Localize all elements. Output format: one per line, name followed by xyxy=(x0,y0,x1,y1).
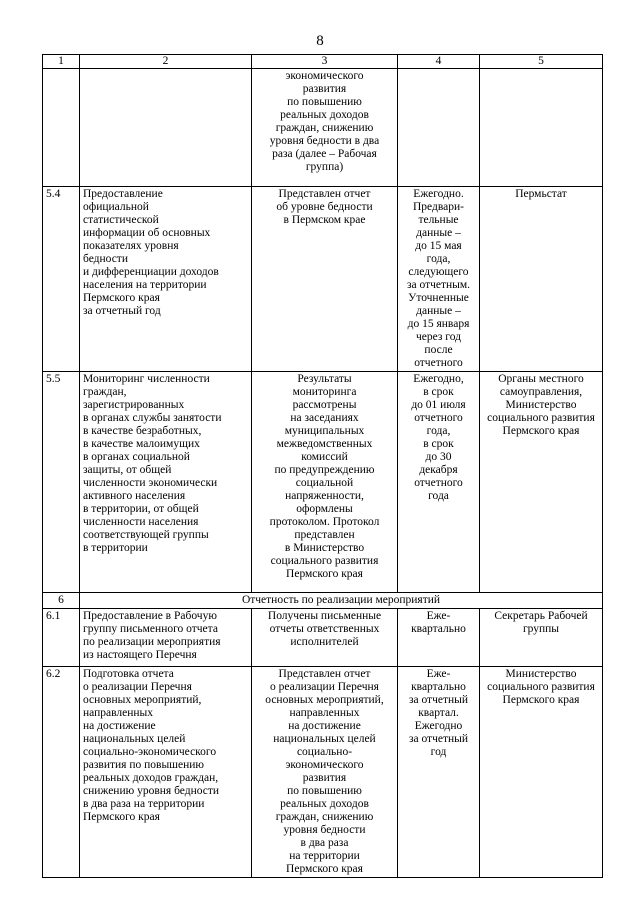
text-line: тельные xyxy=(418,214,459,226)
section-row xyxy=(43,593,603,609)
row-number: 6.2 xyxy=(43,667,80,878)
text-line: Подготовка отчета xyxy=(83,668,174,680)
text-line: развития xyxy=(302,83,347,95)
text-line: группы xyxy=(522,623,560,635)
text-line: из настоящего Перечня xyxy=(83,649,197,661)
text-line: численности населения xyxy=(83,516,199,528)
text-line: комиссий xyxy=(301,451,348,463)
text-line: Пермского края xyxy=(502,425,580,437)
text-line: после xyxy=(424,344,453,356)
table-row xyxy=(43,609,603,667)
text-line: Представлен отчет xyxy=(278,188,371,200)
text-line: в Пермском крае xyxy=(283,214,366,226)
text-line: данные – xyxy=(416,305,461,317)
text-line: реальных доходов xyxy=(280,798,369,810)
column-number-row xyxy=(43,55,603,69)
text-line: бедности xyxy=(83,253,128,265)
text-line: в территории, от общей xyxy=(83,503,199,515)
column-number-3: 3 xyxy=(252,55,398,69)
text-line: об уровне бедности xyxy=(276,201,373,213)
column-number-5: 5 xyxy=(480,55,603,69)
text-line: населения на территории xyxy=(83,279,207,291)
text-line: развития по повышению xyxy=(83,759,205,771)
text-line: группа) xyxy=(305,161,344,173)
text-line: Министерство xyxy=(505,668,577,680)
continuation-measure xyxy=(80,69,252,187)
text-line: Пермского края xyxy=(83,292,160,304)
result-text xyxy=(255,373,394,581)
text-line: социального развития xyxy=(487,681,595,693)
deadline-cell xyxy=(398,372,480,593)
text-line: самоуправления, xyxy=(499,386,583,398)
text-line: на территории xyxy=(289,850,360,862)
text-line: снижению уровня бедности xyxy=(83,785,220,797)
text-line: граждан, xyxy=(83,386,127,398)
text-line: в два раза xyxy=(300,837,349,849)
result-cell xyxy=(252,609,398,667)
text-line: года xyxy=(428,490,449,502)
text-line: в два раза на территории xyxy=(83,798,205,810)
text-line: Ежегодно xyxy=(414,720,463,732)
section-number: 6 xyxy=(43,593,80,609)
text-line: Мониторинг численности xyxy=(83,373,210,385)
text-line: до 30 xyxy=(425,451,452,463)
measure-cell xyxy=(80,667,252,878)
text-line: в качестве безработных, xyxy=(83,425,202,437)
text-line: за отчетный xyxy=(408,694,469,706)
column-number-1: 1 xyxy=(43,55,80,69)
deadline-cell xyxy=(398,667,480,878)
text-line: Представлен отчет xyxy=(278,668,371,680)
text-line: до 15 мая xyxy=(415,240,462,252)
text-line: Уточненные xyxy=(408,292,469,304)
text-line: на достижение xyxy=(288,720,361,732)
responsible-text xyxy=(483,188,599,201)
deadline-text xyxy=(401,668,476,759)
continuation-row xyxy=(43,69,603,187)
text-line: через год xyxy=(415,331,461,343)
text-line: по реализации мероприятия xyxy=(83,636,221,648)
measure-text xyxy=(83,188,248,318)
measure-cell xyxy=(80,609,252,667)
measure-text xyxy=(83,373,248,555)
text-line: активного населения xyxy=(83,490,186,502)
text-line: за отчетный xyxy=(408,733,469,745)
text-line: уровня бедности в два xyxy=(269,135,380,147)
result-text xyxy=(255,610,394,649)
text-line: до 01 июля xyxy=(411,399,466,411)
text-line: экономического xyxy=(285,759,364,771)
continuation-result-text xyxy=(255,70,394,174)
text-line: Пермского края xyxy=(286,863,363,875)
text-line: Получены письменные xyxy=(267,610,382,622)
continuation-result xyxy=(252,69,398,187)
table-row xyxy=(43,667,603,878)
text-line: исполнителей xyxy=(290,636,359,648)
text-line: Пермского края xyxy=(502,694,580,706)
text-line: Пермьстат xyxy=(515,188,567,200)
column-number-4: 4 xyxy=(398,55,480,69)
result-cell xyxy=(252,667,398,878)
responsible-text xyxy=(483,373,599,438)
text-line: социального развития xyxy=(270,555,379,567)
text-line: уровня бедности xyxy=(283,824,366,836)
text-line: рассмотрены xyxy=(292,399,357,411)
text-line: по повышению xyxy=(287,785,362,797)
result-text xyxy=(255,668,394,876)
text-line: показателях уровня xyxy=(83,240,179,252)
text-line: Еже- xyxy=(426,668,451,680)
text-line: отчетного xyxy=(414,412,463,424)
text-line: Предоставление xyxy=(83,188,163,200)
text-line: о реализации Перечня xyxy=(270,681,379,693)
text-line: в территории xyxy=(83,542,148,554)
responsible-text xyxy=(483,610,599,636)
row-number: 6.1 xyxy=(43,609,80,667)
text-line: до 15 января xyxy=(407,318,470,330)
measure-text xyxy=(83,610,248,662)
text-line: муниципальных xyxy=(284,425,365,437)
text-line: Предвари- xyxy=(413,201,464,213)
text-line: Секретарь Рабочей xyxy=(494,610,588,622)
text-line: реальных доходов xyxy=(280,109,369,121)
text-line: напряженности, xyxy=(285,490,364,502)
measures-table xyxy=(42,54,603,878)
text-line: протоколом. Протокол xyxy=(269,516,380,528)
text-line: социальной xyxy=(295,477,354,489)
result-cell xyxy=(252,187,398,372)
text-line: по повышению xyxy=(287,96,362,108)
row-number: 5.4 xyxy=(43,187,80,372)
text-line: Пермского края xyxy=(83,811,160,823)
deadline-text xyxy=(401,188,476,370)
text-line: основных мероприятий, xyxy=(265,694,384,706)
measure-cell xyxy=(80,372,252,593)
text-line: отчетного xyxy=(414,477,463,489)
text-line: реальных доходов граждан, xyxy=(83,772,219,784)
text-line: группу письменного отчета xyxy=(83,623,218,635)
section-title: Отчетность по реализации мероприятий xyxy=(80,593,603,609)
text-line: Предоставление в Рабочую xyxy=(83,610,217,622)
text-line: Ежегодно. xyxy=(413,188,464,200)
text-line: за отчетный год xyxy=(83,305,161,317)
text-line: Результаты xyxy=(297,373,352,385)
text-line: и дифференциации доходов xyxy=(83,266,219,278)
text-line: раза (далее – Рабочая xyxy=(272,148,377,160)
text-line: год xyxy=(430,746,447,758)
text-line: зарегистрированных xyxy=(83,399,185,411)
text-line: соответствующей группы xyxy=(83,529,209,541)
text-line: в качестве малоимущих xyxy=(83,438,200,450)
deadline-cell xyxy=(398,187,480,372)
text-line: в органах службы занятости xyxy=(83,412,222,424)
responsible-cell xyxy=(480,667,603,878)
page-number: 8 xyxy=(316,33,324,49)
text-line: квартально xyxy=(411,681,466,693)
text-line: национальных целей xyxy=(83,733,186,745)
text-line: квартал. xyxy=(418,707,459,719)
text-line: направленных xyxy=(289,707,360,719)
text-line: оформлены xyxy=(296,503,353,515)
text-line: в Министерство xyxy=(284,542,365,554)
text-line: данные – xyxy=(416,227,461,239)
text-line: в срок xyxy=(423,386,454,398)
text-line: года, xyxy=(426,425,451,437)
text-line: следующего xyxy=(408,266,469,278)
responsible-text xyxy=(483,668,599,707)
text-line: развития xyxy=(302,772,347,784)
continuation-deadline xyxy=(398,69,480,187)
result-text xyxy=(255,188,394,227)
text-line: о реализации Перечня xyxy=(83,681,192,693)
text-line: года, xyxy=(426,253,451,265)
text-line: экономического xyxy=(285,70,364,82)
text-line: граждан, снижению xyxy=(275,122,374,134)
text-line: представлен xyxy=(294,529,355,541)
text-line: квартально xyxy=(411,623,466,635)
text-line: в органах социальной xyxy=(83,451,190,463)
text-line: защиты, от общей xyxy=(83,464,172,476)
table-row xyxy=(43,187,603,372)
text-line: Ежегодно, xyxy=(413,373,464,385)
text-line: декабря xyxy=(419,464,458,476)
text-line: на заседаниях xyxy=(290,412,359,424)
text-line: Еже- xyxy=(426,610,451,622)
text-line: межведомственных xyxy=(276,438,373,450)
text-line: отчетного xyxy=(414,357,463,369)
text-line: Органы местного xyxy=(498,373,584,385)
text-line: на достижение xyxy=(83,720,156,732)
text-line: в срок xyxy=(423,438,454,450)
responsible-cell xyxy=(480,372,603,593)
result-cell xyxy=(252,372,398,593)
column-number-2: 2 xyxy=(80,55,252,69)
text-line: социального развития xyxy=(487,412,595,424)
responsible-cell xyxy=(480,187,603,372)
text-line: граждан, снижению xyxy=(275,811,374,823)
measure-text xyxy=(83,668,248,824)
deadline-cell xyxy=(398,609,480,667)
text-line: социально- xyxy=(296,746,353,758)
text-line: основных мероприятий, xyxy=(83,694,202,706)
text-line: за отчетным. xyxy=(406,279,471,291)
text-line: численности экономически xyxy=(83,477,218,489)
text-line: Пермского края xyxy=(286,568,363,580)
text-line: отчеты ответственных xyxy=(269,623,380,635)
responsible-cell xyxy=(480,609,603,667)
deadline-text xyxy=(401,610,476,636)
text-line: социально-экономического xyxy=(83,746,217,758)
text-line: мониторинга xyxy=(292,386,357,398)
text-line: направленных xyxy=(83,707,154,719)
table-row xyxy=(43,372,603,593)
measure-cell xyxy=(80,187,252,372)
text-line: статистической xyxy=(83,214,159,226)
text-line: Министерство xyxy=(505,399,577,411)
text-line: официальной xyxy=(83,201,149,213)
deadline-text xyxy=(401,373,476,503)
text-line: по предупреждению xyxy=(274,464,375,476)
continuation-num xyxy=(43,69,80,187)
text-line: информации об основных xyxy=(83,227,211,239)
text-line: национальных целей xyxy=(273,733,376,745)
continuation-responsible xyxy=(480,69,603,187)
row-number: 5.5 xyxy=(43,372,80,593)
